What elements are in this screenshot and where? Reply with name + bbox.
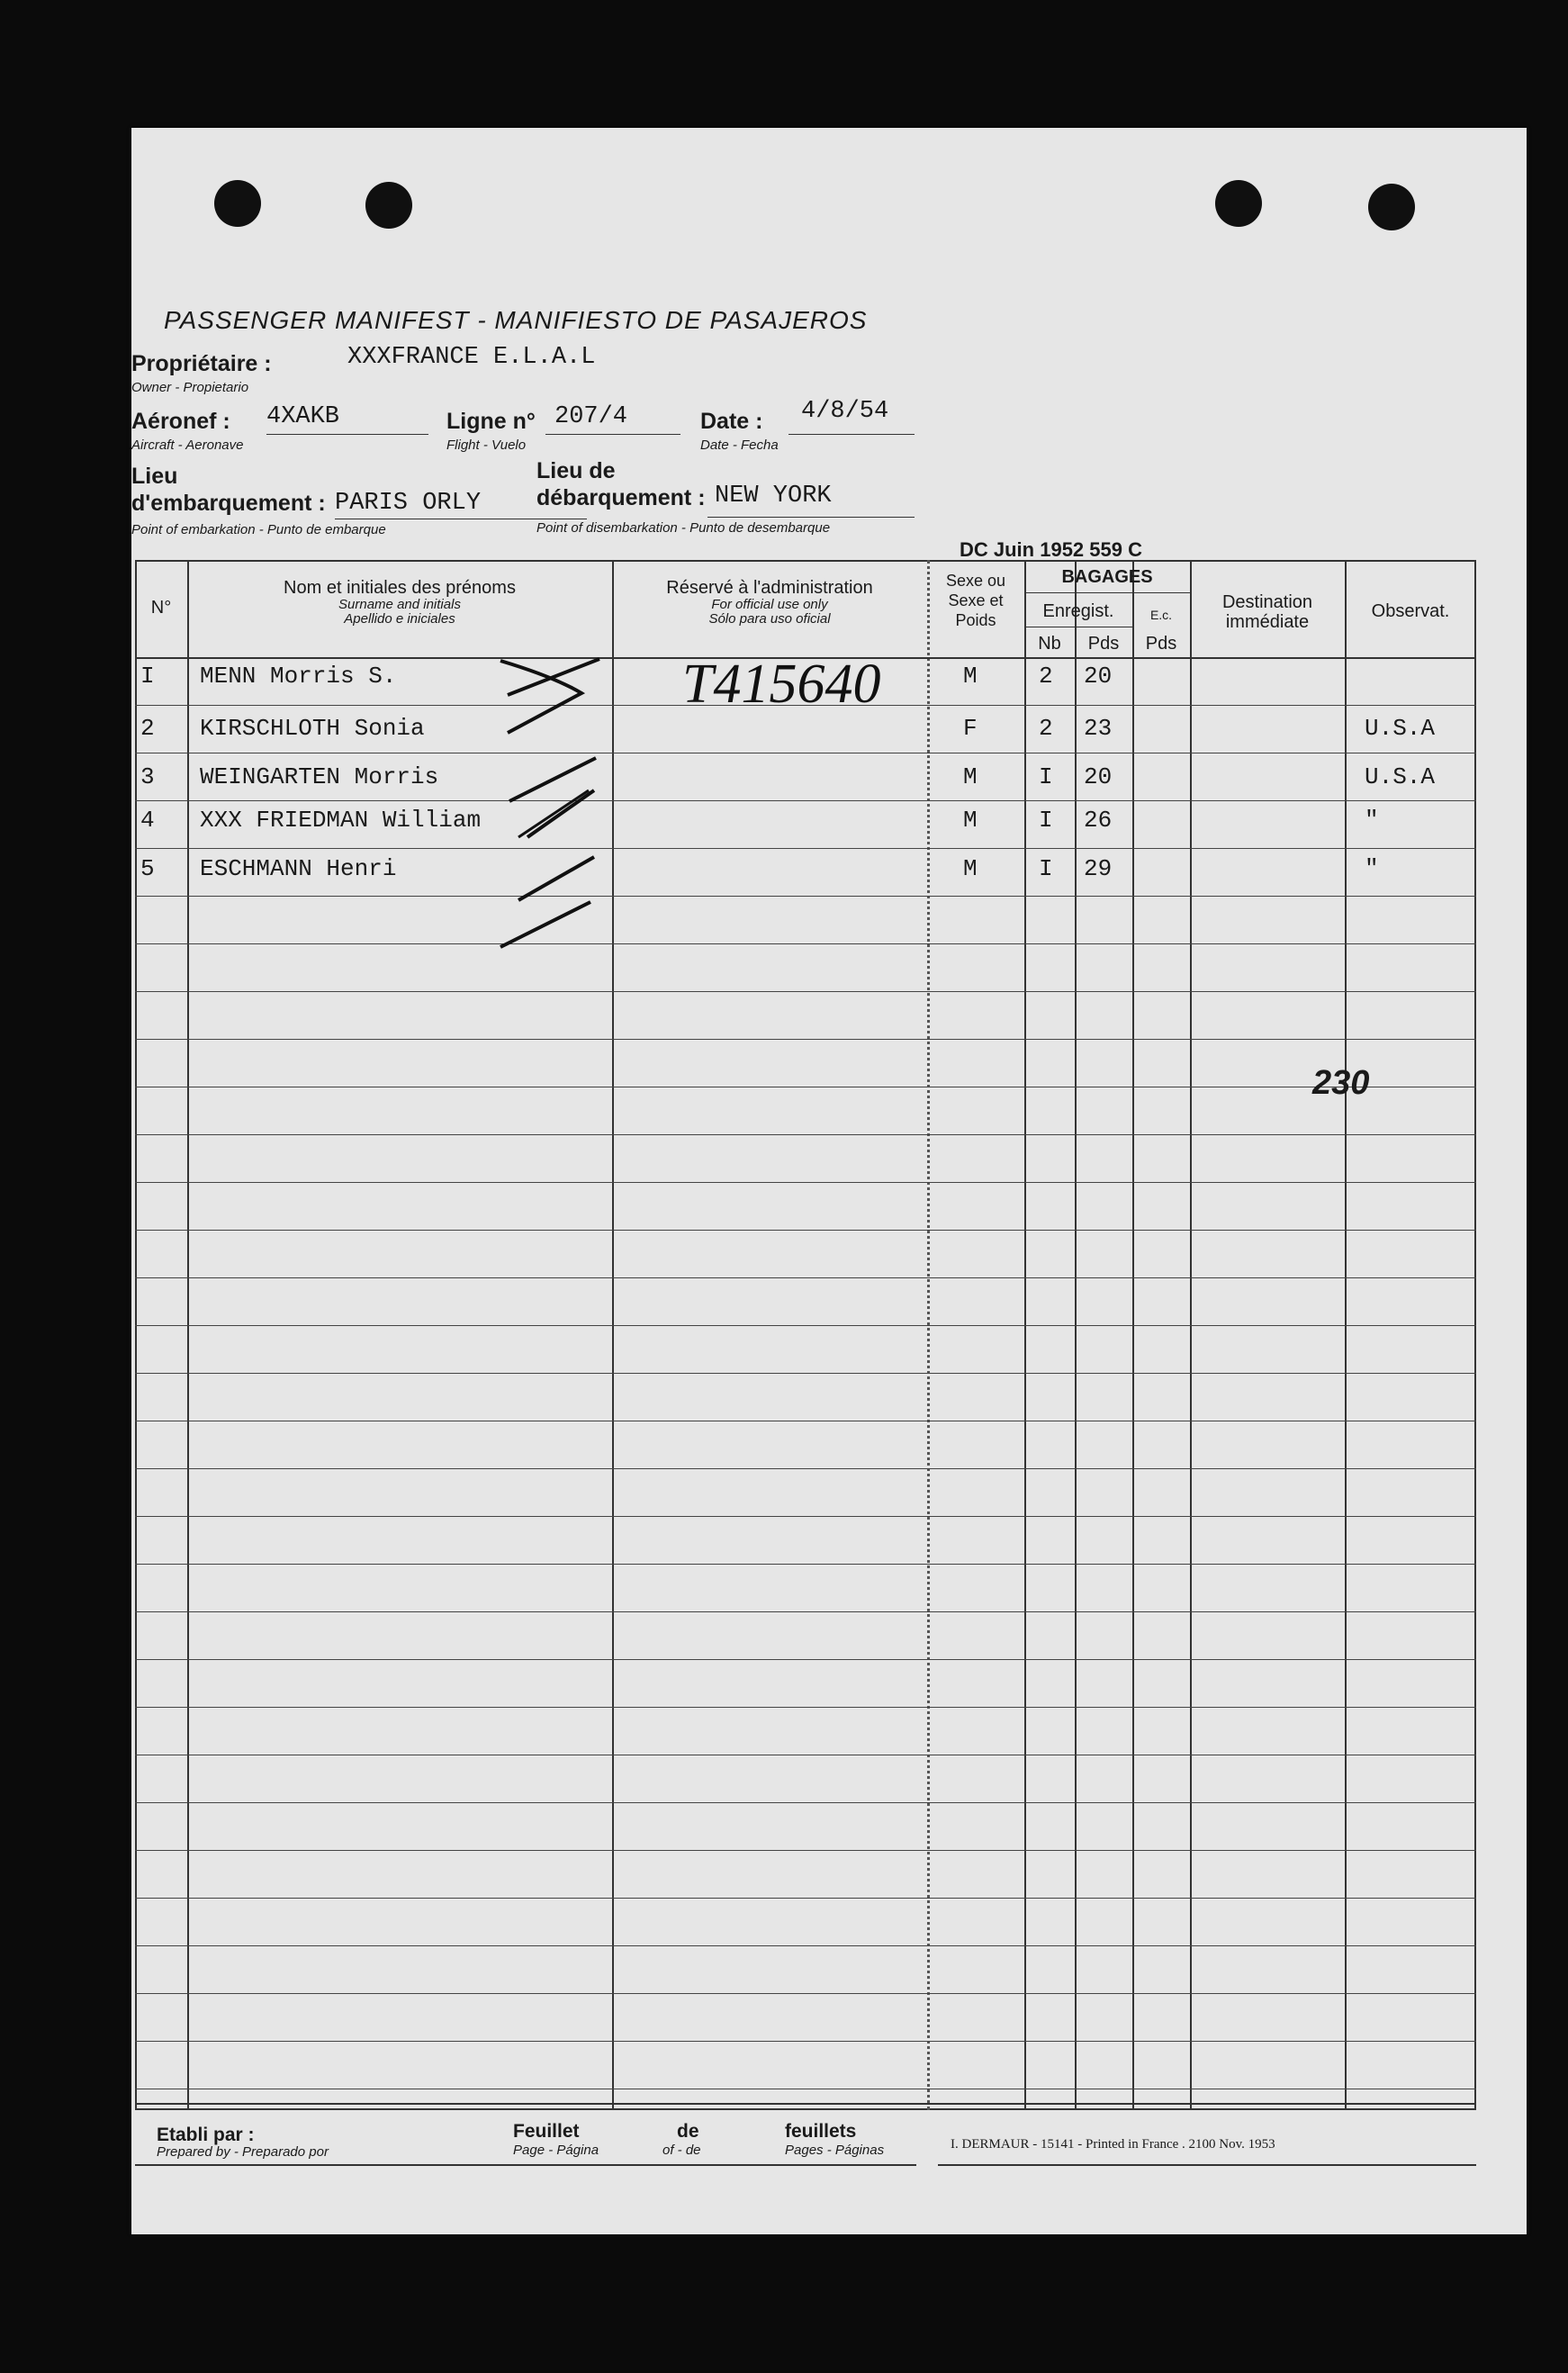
col-nb-header: Nb xyxy=(1038,634,1061,654)
col-bagages-header: BAGAGES xyxy=(1061,567,1153,587)
row-rule xyxy=(135,1993,1476,1994)
observation: " xyxy=(1365,807,1379,834)
page-label: Feuillet xyxy=(513,2121,580,2142)
embark-sub: Point of embarkation - Punto de embarque xyxy=(131,522,386,537)
passenger-sex: M xyxy=(963,855,978,882)
disembark-value: NEW YORK xyxy=(715,483,832,510)
row-rule xyxy=(135,1898,1476,1899)
col-no-header: N° xyxy=(150,598,172,618)
printer-note: I. DERMAUR - 15141 - Printed in France . 2100 Nov. 1953 xyxy=(951,2137,1275,2152)
passenger-sex: F xyxy=(963,715,978,742)
col-observ-header: Observat. xyxy=(1371,601,1450,621)
row-rule xyxy=(135,1564,1476,1565)
of-label: de xyxy=(677,2121,699,2142)
col-name-fr: Nom et initiales des prénoms xyxy=(284,578,516,598)
owner-sub: Owner - Propietario xyxy=(131,380,249,395)
passenger-sex: M xyxy=(963,763,978,790)
passenger-name: XXX FRIEDMAN William xyxy=(200,807,482,834)
prepared-sub: Prepared by - Preparado por xyxy=(157,2144,329,2160)
col-admin-en: For official use only xyxy=(711,597,828,612)
passenger-name: WEINGARTEN Morris xyxy=(200,763,439,790)
prepared-label: Etabli par : xyxy=(157,2125,255,2145)
observation: U.S.A xyxy=(1365,763,1436,790)
date-label: Date : xyxy=(700,409,763,434)
row-number: 3 xyxy=(140,763,155,790)
manifest-title: PASSENGER MANIFEST - MANIFIESTO DE PASAJEROS xyxy=(164,306,868,334)
aircraft-sub: Aircraft - Aeronave xyxy=(131,438,244,453)
passenger-sex: M xyxy=(963,807,978,834)
owner-value: XXXFRANCE E.L.A.L xyxy=(347,344,596,371)
handwritten-marks xyxy=(131,128,1527,1208)
row-rule xyxy=(135,1611,1476,1612)
handwritten-code: T415640 xyxy=(682,654,881,715)
embark-label: Lieu d'embarquement : xyxy=(131,464,326,516)
baggage-count: I xyxy=(1039,855,1053,882)
date-value: 4/8/54 xyxy=(801,398,889,425)
disembark-label: Lieu de débarquement : xyxy=(536,458,706,510)
owner-label: Propriétaire : xyxy=(131,351,272,376)
col-name-en: Surname and initials xyxy=(338,597,461,612)
passenger-name: ESCHMANN Henri xyxy=(200,855,397,882)
row-number: 4 xyxy=(140,807,155,834)
row-rule xyxy=(135,1325,1476,1326)
observation: U.S.A xyxy=(1365,715,1436,742)
baggage-weight: 20 xyxy=(1084,763,1113,790)
row-rule xyxy=(135,1230,1476,1231)
baggage-count: 2 xyxy=(1039,663,1053,690)
flight-label: Ligne n° xyxy=(446,409,536,434)
passenger-name: KIRSCHLOTH Sonia xyxy=(200,715,425,742)
baggage-weight: 23 xyxy=(1084,715,1113,742)
col-enregist-header: Enregist. xyxy=(1042,601,1114,621)
manifest-sheet xyxy=(131,128,1527,2234)
pages-sub: Pages - Páginas xyxy=(785,2143,885,2158)
row-rule xyxy=(135,1659,1476,1660)
row-number: 5 xyxy=(140,855,155,882)
row-rule xyxy=(135,2041,1476,2042)
baggage-count: I xyxy=(1039,763,1053,790)
baggage-weight: 26 xyxy=(1084,807,1113,834)
baggage-count: 2 xyxy=(1039,715,1053,742)
of-sub: of - de xyxy=(662,2143,701,2158)
page-sub: Page - Página xyxy=(513,2143,599,2158)
baggage-count: I xyxy=(1039,807,1053,834)
flight-sub: Flight - Vuelo xyxy=(446,438,527,453)
row-rule xyxy=(135,1945,1476,1946)
col-name-es: Apellido e iniciales xyxy=(344,611,455,627)
flight-value: 207/4 xyxy=(554,403,628,430)
col-pds-header: Pds xyxy=(1087,634,1120,654)
row-rule xyxy=(135,1850,1476,1851)
row-rule xyxy=(135,1707,1476,1708)
col-admin-es: Sólo para uso oficial xyxy=(708,611,831,627)
aircraft-value: 4XAKB xyxy=(266,403,340,430)
form-code: DC Juin 1952 559 C xyxy=(960,538,1142,561)
date-sub: Date - Fecha xyxy=(700,438,779,453)
disembark-sub: Point of disembarkation - Punto de desembarque xyxy=(536,520,831,536)
row-rule xyxy=(135,1802,1476,1803)
col-admin-fr: Réservé à l'administration xyxy=(666,578,873,598)
col-exc-header: E.c. xyxy=(1149,608,1173,622)
passenger-name: MENN Morris S. xyxy=(200,663,397,690)
passenger-sex: M xyxy=(963,663,978,690)
total-weight: 230 xyxy=(1312,1064,1370,1102)
baggage-weight: 29 xyxy=(1084,855,1113,882)
row-rule xyxy=(135,1468,1476,1469)
row-rule xyxy=(135,1277,1476,1278)
embark-value: PARIS ORLY xyxy=(335,490,482,517)
row-number: I xyxy=(140,663,155,690)
baggage-weight: 20 xyxy=(1084,663,1113,690)
col-sex-header: Sexe ou Sexe et Poids xyxy=(945,572,1006,629)
col-destination-header: Destination immédiate xyxy=(1221,592,1313,632)
aircraft-label: Aéronef : xyxy=(131,409,230,434)
col-exc-pds-header: Pds xyxy=(1145,634,1177,654)
pages-label: feuillets xyxy=(785,2121,857,2142)
observation: " xyxy=(1365,855,1379,882)
row-number: 2 xyxy=(140,715,155,742)
row-rule xyxy=(135,1373,1476,1374)
row-rule xyxy=(135,1516,1476,1517)
